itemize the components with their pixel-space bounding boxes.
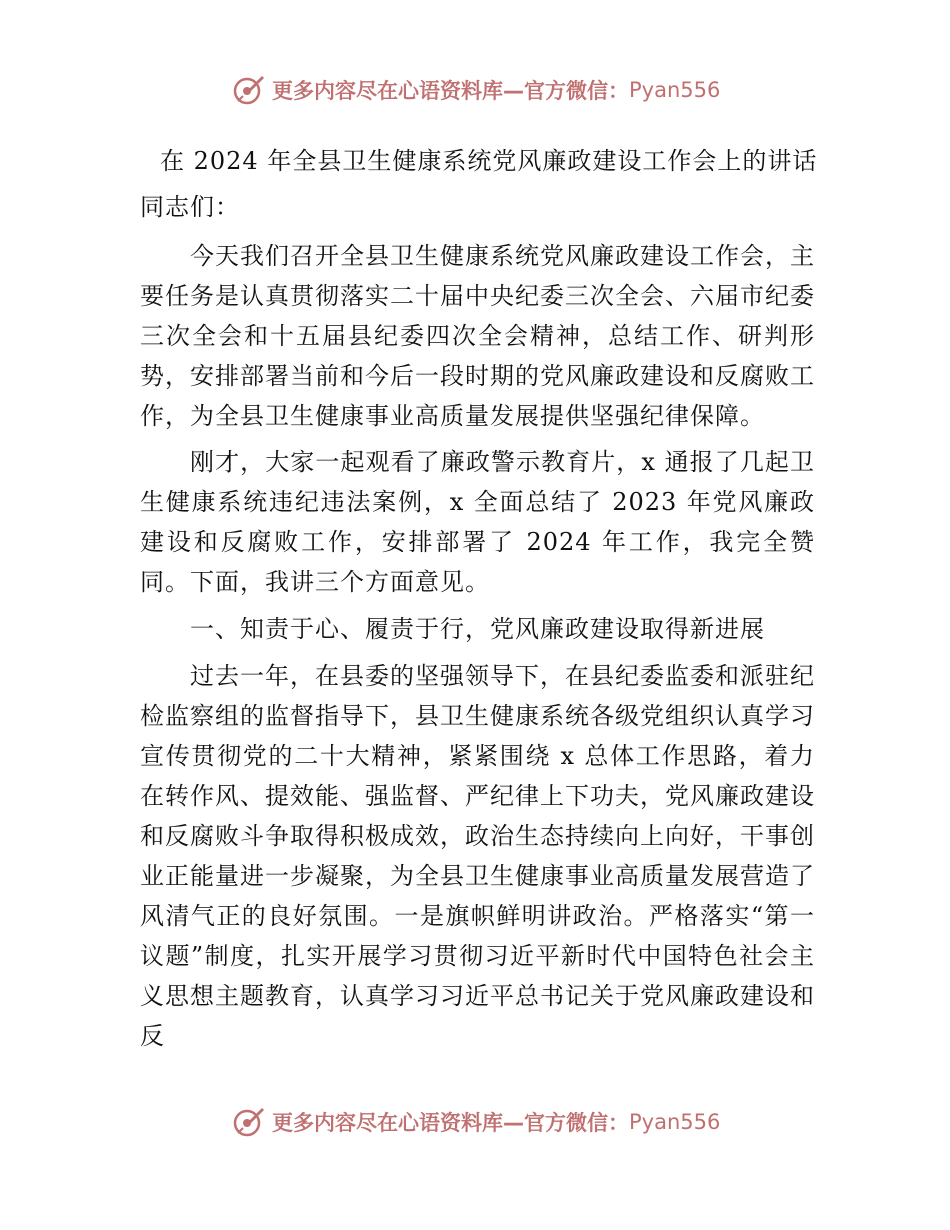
section-heading: 一、知责于心、履责于行，党风廉政建设取得新进展: [190, 615, 765, 643]
banner-wechat-id: Pyan556: [629, 78, 721, 102]
banner-text: 更多内容尽在心语资料库—官方微信：: [272, 79, 629, 103]
paragraph-review: 刚才，大家一起观看了廉政警示教育片，x 通报了几起卫生健康系统违纪违法案例，x 全面总结了 2023 年党风廉政建设和反腐败工作，安排部署了 2024 年工作，我完全赞同。下面，我讲三个方面意见。: [140, 448, 815, 596]
paragraph-section-one: 过去一年，在县委的坚强领导下，在县纪委监委和派驻纪检监察组的监督指导下，县卫生健康系统各级党组织认真学习宣传贯彻党的二十大精神，紧紧围绕 x 总体工作思路，着力在转作风、提效能、强监督、严纪律上下功夫，党风廉政建设和反腐败斗争取得积极成效，政治生态持续向上向好，干事创业正能量进一步凝聚，为全县卫生健康事业高质量发展营造了风清气正的良好氛围。一是旗帜鲜明讲政治。严格落实“第一议题”制度，扎实开展学习贯彻习近平新时代中国特色社会主义思想主题教育，认真学习习近平总书记关于党风廉政建设和反: [140, 662, 815, 1050]
footer-banner: [232, 1102, 720, 1142]
banner-text: 更多内容尽在心语资料库—官方微信：: [272, 1111, 629, 1135]
quill-pen-circle-icon: [232, 1105, 266, 1139]
document-body: [140, 138, 818, 1056]
document-title: 在 2024 年全县卫生健康系统党风廉政建设工作会上的讲话: [160, 147, 818, 175]
greeting: 同志们：: [140, 193, 240, 221]
header-banner: [232, 70, 720, 110]
banner-wechat-id: Pyan556: [629, 1110, 721, 1134]
quill-pen-circle-icon: [232, 73, 266, 107]
paragraph-opening: 今天我们召开全县卫生健康系统党风廉政建设工作会，主要任务是认真贯彻落实二十届中央纪委三次全会、六届市纪委三次全会和十五届县纪委四次全会精神，总结工作、研判形势，安排部署当前和今后一段时期的党风廉政建设和反腐败工作，为全县卫生健康事业高质量发展提供坚强纪律保障。: [140, 242, 815, 430]
